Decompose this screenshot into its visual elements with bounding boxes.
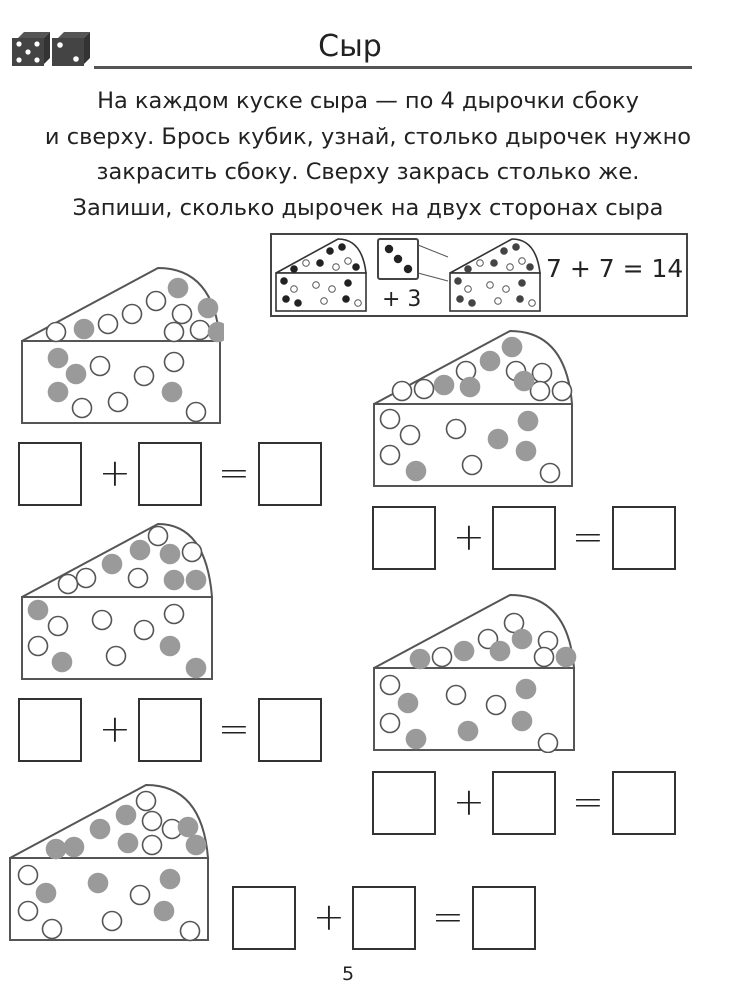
equals-sign: =: [218, 707, 250, 751]
hole-filled: [161, 870, 180, 889]
hole-filled: [47, 840, 66, 859]
hole-filled: [295, 300, 302, 307]
page-title: Сыр: [318, 29, 382, 64]
hole-filled: [491, 260, 498, 267]
hole-filled: [67, 365, 86, 384]
hole-empty: [381, 714, 400, 733]
hole-empty: [131, 886, 150, 905]
plus-sign: +: [453, 780, 485, 824]
answer-box-second[interactable]: [492, 506, 556, 570]
hole-filled: [89, 874, 108, 893]
hole-empty: [165, 605, 184, 624]
hole-empty: [93, 611, 112, 630]
hole-filled: [317, 260, 324, 267]
hole-empty: [29, 637, 48, 656]
hole-filled: [187, 571, 206, 590]
answer-box-total[interactable]: [472, 886, 536, 950]
plus-sign: +: [99, 451, 131, 495]
hole-empty: [165, 353, 184, 372]
hole-empty: [329, 286, 336, 293]
hole-filled: [519, 412, 538, 431]
hole-empty: [381, 446, 400, 465]
hole-empty: [503, 286, 510, 293]
hole-filled: [117, 806, 136, 825]
hole-empty: [477, 260, 484, 267]
answer-box-total[interactable]: [612, 506, 676, 570]
answer-box-second[interactable]: [492, 771, 556, 835]
example-cheese-before: [276, 239, 366, 311]
hole-empty: [49, 617, 68, 636]
arrow: [418, 245, 448, 257]
hole-filled: [491, 642, 510, 661]
cheese-piece: [8, 783, 212, 943]
hole-empty: [109, 393, 128, 412]
hole-empty: [135, 621, 154, 640]
arrow: [418, 273, 448, 281]
die-1-icon: [12, 32, 50, 66]
answer-box-second[interactable]: [352, 886, 416, 950]
cheese-piece: [20, 266, 224, 426]
answer-box-first[interactable]: [232, 886, 296, 950]
example-dice-label: + 3: [382, 287, 422, 312]
hole-filled: [163, 383, 182, 402]
hole-empty: [19, 902, 38, 921]
hole-filled: [557, 648, 576, 667]
hole-empty: [123, 305, 142, 324]
hole-empty: [43, 920, 62, 939]
hole-empty: [187, 403, 206, 422]
hole-filled: [503, 338, 522, 357]
plus-sign: +: [313, 895, 345, 939]
hole-empty: [149, 527, 168, 546]
plus-sign: +: [453, 515, 485, 559]
dice-icon: [10, 30, 90, 70]
answer-box-total[interactable]: [258, 442, 322, 506]
hole-empty: [447, 686, 466, 705]
hole-empty: [345, 258, 352, 265]
hole-filled: [407, 730, 426, 749]
hole-empty: [495, 298, 502, 305]
hole-empty: [507, 264, 514, 271]
hole-filled: [281, 278, 288, 285]
answer-box-total[interactable]: [612, 771, 676, 835]
hole-empty: [143, 812, 162, 831]
hole-empty: [47, 323, 66, 342]
hole-empty: [291, 286, 298, 293]
hole-filled: [519, 280, 526, 287]
hole-empty: [333, 264, 340, 271]
hole-filled: [53, 653, 72, 672]
hole-empty: [541, 464, 560, 483]
plus-sign: +: [99, 707, 131, 751]
hole-empty: [77, 569, 96, 588]
hole-empty: [181, 922, 200, 941]
instructions: [20, 84, 716, 226]
hole-filled: [501, 248, 508, 255]
title-rule: [94, 66, 692, 69]
hole-empty: [533, 364, 552, 383]
hole-filled: [353, 264, 360, 271]
answer-box-total[interactable]: [258, 698, 322, 762]
hole-filled: [455, 642, 474, 661]
hole-filled: [343, 296, 350, 303]
hole-empty: [137, 792, 156, 811]
equals-sign: =: [432, 895, 464, 939]
hole-empty: [539, 734, 558, 753]
cheese-piece: [372, 593, 578, 753]
hole-empty: [183, 543, 202, 562]
hole-empty: [107, 647, 126, 666]
hole-empty: [447, 420, 466, 439]
hole-filled: [339, 244, 346, 251]
equals-sign: =: [572, 780, 604, 824]
hole-empty: [535, 648, 554, 667]
hole-empty: [91, 357, 110, 376]
hole-filled: [527, 264, 534, 271]
hole-filled: [119, 834, 138, 853]
page-number: 5: [341, 963, 355, 985]
hole-filled: [49, 383, 68, 402]
hole-empty: [143, 836, 162, 855]
hole-filled: [461, 378, 480, 397]
hole-empty: [129, 569, 148, 588]
hole-filled: [165, 571, 184, 590]
hole-empty: [173, 305, 192, 324]
hole-filled: [515, 372, 534, 391]
hole-filled: [103, 555, 122, 574]
cheese-side: [22, 597, 212, 679]
hole-empty: [135, 367, 154, 386]
hole-filled: [29, 601, 48, 620]
hole-empty: [381, 676, 400, 695]
hole-filled: [131, 541, 150, 560]
hole-empty: [103, 912, 122, 931]
hole-filled: [513, 244, 520, 251]
hole-filled: [169, 279, 188, 298]
hole-filled: [37, 884, 56, 903]
equals-sign: =: [218, 451, 250, 495]
hole-filled: [465, 266, 472, 273]
example-equation: 7 + 7 = 14: [546, 254, 684, 283]
hole-filled: [209, 323, 225, 342]
hole-filled: [407, 462, 426, 481]
equals-sign: =: [572, 515, 604, 559]
hole-filled: [187, 836, 206, 855]
cheese-piece: [372, 329, 576, 489]
instruction-line: и сверху. Брось кубик, узнай, столько дырочек нужно: [44, 123, 692, 150]
hole-filled: [291, 266, 298, 273]
hole-filled: [459, 722, 478, 741]
hole-filled: [399, 694, 418, 713]
instruction-line: Запиши, сколько дырочек на двух сторонах сыра: [72, 194, 664, 221]
hole-filled: [435, 376, 454, 395]
hole-empty: [553, 382, 572, 401]
hole-empty: [519, 258, 526, 265]
hole-empty: [191, 321, 210, 340]
hole-filled: [187, 659, 206, 678]
hole-empty: [463, 456, 482, 475]
hole-empty: [59, 575, 78, 594]
hole-filled: [517, 296, 524, 303]
hole-filled: [517, 442, 536, 461]
hole-filled: [283, 296, 290, 303]
instruction-line: На каждом куске сыра — по 4 дырочки сбоку: [97, 88, 639, 114]
hole-empty: [529, 300, 536, 307]
hole-filled: [179, 818, 198, 837]
hole-filled: [513, 630, 532, 649]
hole-empty: [401, 426, 420, 445]
hole-filled: [411, 650, 430, 669]
instruction-line: закрасить сбоку. Сверху закрась столько же.: [96, 159, 640, 185]
hole-empty: [303, 260, 310, 267]
hole-empty: [147, 292, 166, 311]
hole-filled: [199, 299, 218, 318]
hole-filled: [161, 545, 180, 564]
answer-box-first[interactable]: [18, 442, 82, 506]
hole-filled: [327, 248, 334, 255]
hole-filled: [457, 296, 464, 303]
hole-filled: [455, 278, 462, 285]
hole-empty: [73, 399, 92, 418]
cheese-piece: [20, 522, 216, 682]
hole-filled: [75, 320, 94, 339]
example-die-icon: [378, 239, 418, 279]
hole-filled: [345, 280, 352, 287]
hole-empty: [321, 298, 328, 305]
answer-box-second[interactable]: [138, 442, 202, 506]
hole-filled: [481, 352, 500, 371]
hole-filled: [513, 712, 532, 731]
answer-box-first[interactable]: [372, 771, 436, 835]
hole-filled: [49, 349, 68, 368]
hole-empty: [19, 866, 38, 885]
die-2-icon: [52, 32, 90, 66]
hole-empty: [355, 300, 362, 307]
hole-filled: [65, 838, 84, 857]
hole-empty: [465, 286, 472, 293]
hole-filled: [469, 300, 476, 307]
hole-filled: [489, 430, 508, 449]
hole-empty: [99, 315, 118, 334]
hole-empty: [487, 696, 506, 715]
hole-empty: [381, 410, 400, 429]
answer-box-first[interactable]: [372, 506, 436, 570]
hole-empty: [487, 282, 494, 289]
example-cheese-after: [450, 239, 540, 311]
hole-empty: [415, 380, 434, 399]
answer-box-first[interactable]: [18, 698, 82, 762]
hole-filled: [155, 902, 174, 921]
hole-empty: [165, 323, 184, 342]
hole-filled: [161, 637, 180, 656]
hole-filled: [517, 680, 536, 699]
hole-empty: [313, 282, 320, 289]
hole-empty: [433, 648, 452, 667]
answer-box-second[interactable]: [138, 698, 202, 762]
hole-empty: [393, 382, 412, 401]
hole-filled: [91, 820, 110, 839]
